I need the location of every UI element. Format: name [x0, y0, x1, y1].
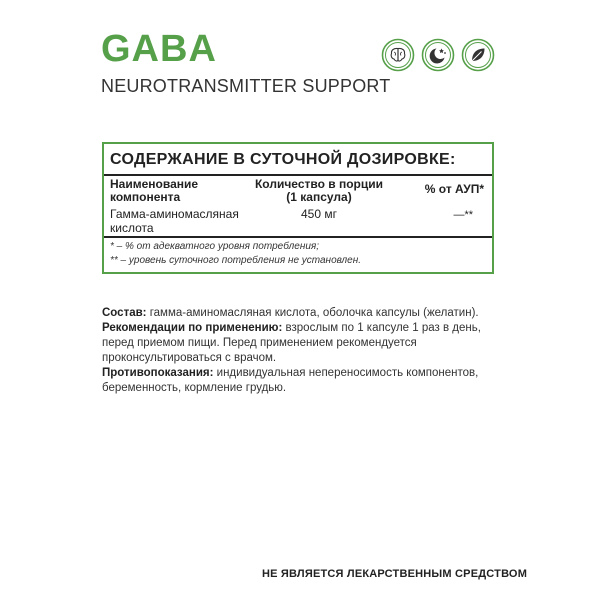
usage-paragraph: [102, 321, 492, 366]
moon-stars-icon: [421, 38, 455, 72]
brain-icon: [381, 38, 415, 72]
composition-text: гамма-аминомасляная кислота, оболочка капсулы (желатин).: [149, 307, 479, 319]
nutrition-facts-panel: [102, 142, 494, 274]
usage-text: взрослым по 1 капсуле 1 раз в день, перед приемом пищи. Перед применением рекомендуется проконсультироваться с врачом.: [102, 322, 481, 364]
product-title: GABA: [101, 28, 217, 70]
ingredient-quantity: 450 мг: [301, 207, 337, 221]
ingredient-name: Гамма-аминомасляная кислота: [110, 207, 239, 235]
disclaimer: НЕ ЯВЛЯЕТСЯ ЛЕКАРСТВЕННЫМ СРЕДСТВОМ: [262, 568, 528, 580]
column-header-quantity: Количество в порции (1 капсула): [254, 177, 384, 204]
composition-paragraph: [102, 306, 492, 321]
ingredient-percent: —**: [453, 209, 473, 221]
column-header-percent: % от АУП*: [424, 182, 484, 196]
usage-label: Рекомендации по применению:: [102, 322, 283, 334]
footnote-2: ** – уровень суточного потребления не установлен.: [110, 255, 361, 266]
header-divider: [104, 174, 492, 176]
facts-title: СОДЕРЖАНИЕ В СУТОЧНОЙ ДОЗИРОВКЕ:: [110, 151, 456, 168]
contraindications-text: индивидуальная непереносимость компонентов, беременность, кормление грудью.: [102, 367, 479, 394]
table-bottom-divider: [104, 236, 492, 238]
feature-icons: [381, 38, 495, 72]
product-subtitle: NEUROTRANSMITTER SUPPORT: [101, 76, 391, 96]
leaf-icon: [461, 38, 495, 72]
contraindications-label: Противопоказания:: [102, 367, 214, 379]
composition-label: Состав:: [102, 307, 147, 319]
contraindications-paragraph: [102, 366, 492, 396]
product-info: [102, 306, 492, 396]
column-header-name: Наименование компонента: [110, 177, 199, 204]
footnote-1: * – % от адекватного уровня потребления;: [110, 241, 319, 252]
